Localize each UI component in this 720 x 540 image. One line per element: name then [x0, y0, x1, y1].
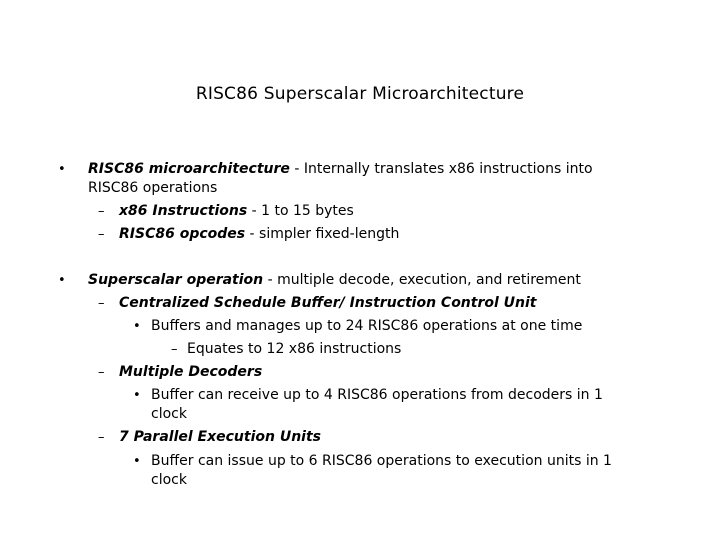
bullet-2-text: - multiple decode, execution, and retirement	[263, 272, 581, 288]
subitem-multiple-decoders	[119, 361, 262, 384]
bullet-icon: •	[58, 162, 66, 177]
dash-icon: –	[98, 204, 105, 219]
subitem-risc86-opcodes	[119, 223, 399, 246]
dash-icon: –	[98, 227, 105, 242]
dash-icon: –	[98, 365, 105, 380]
subdetail-equates: Equates to 12 x86 instructions	[187, 341, 402, 357]
detail-buffers-manages: Buffers and manages up to 24 RISC86 operations at one time	[151, 318, 583, 334]
bullet-icon: •	[58, 273, 66, 288]
subitem-schedule-buffer	[119, 292, 537, 315]
subitem-heading: Multiple Decoders	[119, 364, 263, 380]
subitem-text: - 1 to 15 bytes	[247, 203, 354, 219]
subitem-heading: Centralized Schedule Buffer/ Instruction Control Unit	[119, 295, 537, 311]
bullet-1-heading: RISC86 microarchitecture	[88, 161, 290, 177]
subitem-heading: 7 Parallel Execution Units	[119, 429, 322, 445]
bullet-1-text: - Internally translates x86 instructions into	[289, 161, 593, 177]
detail-issue-line-1: Buffer can issue up to 6 RISC86 operations to execution units in 1	[151, 453, 612, 469]
dash-icon: –	[171, 342, 178, 357]
detail-issue-line-2: clock	[151, 472, 187, 488]
slide-title: RISC86 Superscalar Microarchitecture	[195, 84, 525, 104]
subitem-heading: RISC86 opcodes	[119, 226, 246, 242]
dash-icon: –	[98, 296, 105, 311]
bullet-1-line-2: RISC86 operations	[88, 180, 218, 196]
subitem-heading: x86 Instructions	[119, 203, 248, 219]
subitem-x86-instructions	[119, 200, 354, 223]
detail-receive-line-2: clock	[151, 406, 187, 422]
bullet-2-heading: Superscalar operation	[88, 272, 264, 288]
bullet-2-line-1	[88, 269, 581, 292]
subitem-execution-units	[119, 426, 321, 449]
dash-icon: –	[98, 430, 105, 445]
dot-icon: •	[133, 388, 141, 403]
detail-receive-line-1: Buffer can receive up to 4 RISC86 operations from decoders in 1	[151, 387, 603, 403]
dot-icon: •	[133, 319, 141, 334]
subitem-text: - simpler fixed-length	[245, 226, 400, 242]
dot-icon: •	[133, 454, 141, 469]
